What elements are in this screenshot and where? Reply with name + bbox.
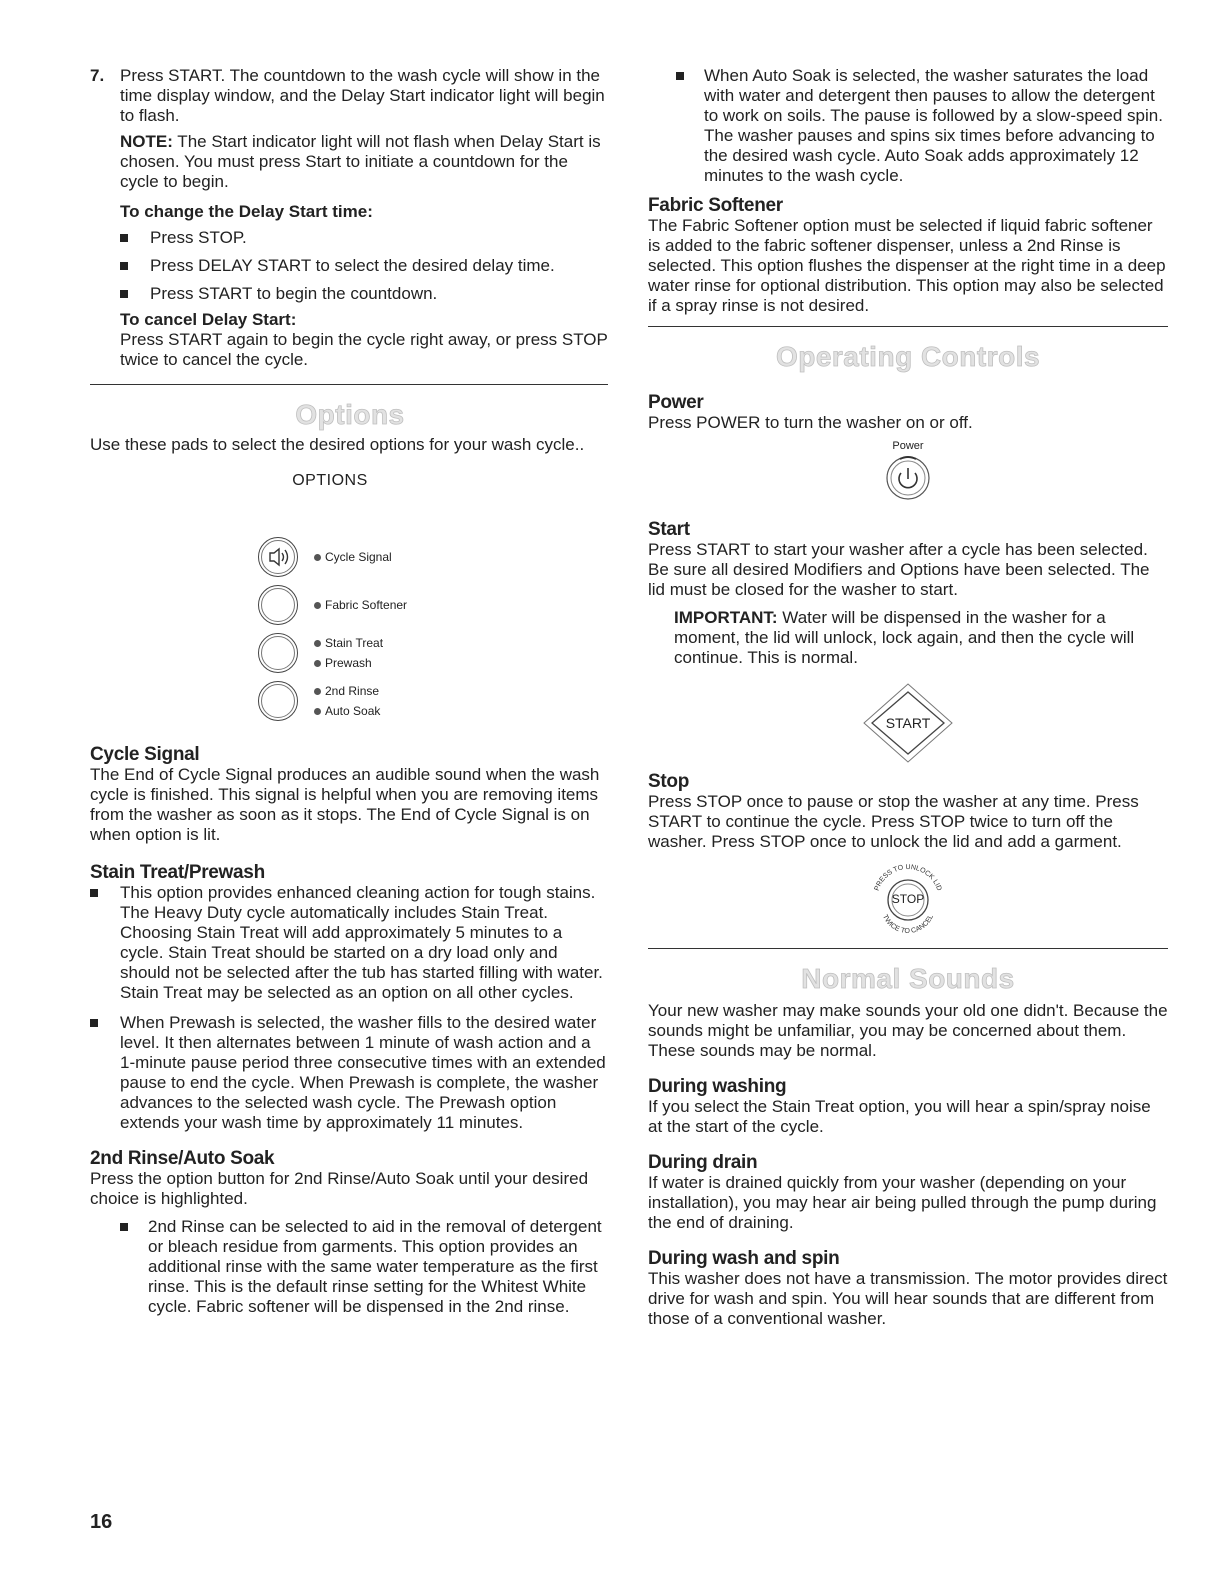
list-item: This option provides enhanced cleaning action for tough stains. The Heavy Duty cycle automatically includes Stain Treat. Choosing Stain Treat will add approximately 5 minutes to a cycle. Stain Treat should be started on a dry load only and should not be selected after the tub has started filling with water. Stain Treat may be selected as an option on all other cycles. — [90, 883, 610, 1003]
change-delay-list — [90, 228, 610, 304]
stain-treat-label: Stain Treat — [325, 636, 384, 650]
divider — [90, 384, 608, 385]
auto-soak-indicator — [314, 701, 380, 721]
options-panel — [90, 535, 610, 723]
stain-treat-heading: Stain Treat/Prewash — [90, 862, 265, 883]
second-rinse-text: Press the option button for 2nd Rinse/Auto Soak until your desired choice is highlighted. — [90, 1169, 589, 1208]
stop-button[interactable] — [863, 858, 953, 942]
cancel-delay-heading: To cancel Delay Start: — [120, 310, 297, 329]
auto-soak-list — [646, 66, 1168, 186]
indicator-light — [314, 602, 321, 609]
during-wash-spin-heading: During wash and spin — [648, 1248, 840, 1269]
during-drain-text: If water is drained quickly from your washer (depending on your installation), you may hear air being pulled through the pump during the end of draining. — [648, 1173, 1157, 1232]
power-text: Press POWER to turn the washer on or off. — [648, 413, 973, 432]
power-icon[interactable] — [880, 453, 936, 503]
list-item: When Prewash is selected, the washer fills to the desired water level. It then alternates between 1 minute of wash action and a 1-minute pause period three consecutive times with an extended pause to end the cycle. When Prewash is complete, the washer advances to the selected wash cycle. The Prewash option extends your wash time by approximately 11 minutes. — [90, 1013, 610, 1133]
stain-treat-prewash-button[interactable] — [258, 633, 298, 673]
cancel-delay-section — [90, 310, 610, 370]
note — [120, 132, 610, 192]
speaker-icon — [258, 537, 298, 577]
power-button-label: Power — [892, 440, 924, 452]
important-note — [648, 608, 1168, 668]
prewash-label: Prewash — [325, 656, 372, 670]
left-column — [90, 66, 610, 1317]
cycle-signal-text: The End of Cycle Signal produces an audible sound when the wash cycle is finished. This signal is helpful when you are removing items from the washer as soon as it stops. The End of Cycle Signal is on when option is lit. — [90, 765, 600, 844]
indicator-light — [314, 660, 321, 667]
divider — [648, 948, 1168, 949]
fabric-softener-label: Fabric Softener — [325, 598, 408, 612]
cycle-signal-heading: Cycle Signal — [90, 744, 200, 765]
power-heading: Power — [648, 392, 704, 413]
stop-text: Press STOP once to pause or stop the washer at any time. Press START to continue the cycle. Press STOP twice to turn off the washer. Press STOP once to unlock the lid and add a garment. — [648, 792, 1139, 851]
auto-soak-label: Auto Soak — [325, 704, 381, 718]
second-rinse-auto-soak-button[interactable] — [258, 681, 298, 721]
fabric-softener-button[interactable] — [258, 585, 298, 625]
options-caption: OPTIONS — [292, 472, 368, 489]
during-wash-spin-text: This washer does not have a transmission. The motor provides direct drive for wash and spin. You will hear sounds that are different from those of a conventional washer. — [648, 1269, 1168, 1328]
second-rinse-row — [258, 679, 610, 723]
start-control[interactable] — [648, 680, 1168, 766]
cycle-signal-row — [258, 535, 610, 579]
indicator-light — [314, 688, 321, 695]
stop-control[interactable] — [648, 858, 1168, 942]
stain-treat-indicator — [314, 633, 383, 653]
during-drain-heading: During drain — [648, 1152, 758, 1173]
normal-sounds-title: Normal Sounds — [801, 963, 1015, 994]
fabric-softener-indicator — [314, 595, 407, 615]
second-rinse-label: 2nd Rinse — [325, 684, 380, 698]
operating-controls-title: Operating Controls — [775, 341, 1041, 372]
stain-treat-list — [90, 883, 610, 1133]
during-washing-heading: During washing — [648, 1076, 787, 1097]
list-item: Press START to begin the countdown. — [90, 284, 610, 304]
prewash-indicator — [314, 653, 383, 673]
cycle-signal-button[interactable] — [258, 537, 298, 577]
stain-treat-row — [258, 631, 610, 675]
fabric-softener-heading: Fabric Softener — [648, 195, 783, 216]
right-column — [648, 66, 1168, 1329]
normal-sounds-intro: Your new washer may make sounds your old one didn't. Because the sounds might be unfamiliar, you may be concerned about them. These sounds may be normal. — [648, 1001, 1168, 1060]
fabric-softener-text: The Fabric Softener option must be selected if liquid fabric softener is added to the fabric softener dispenser, unless a 2nd Rinse is selected. This option flushes the dispenser at the right time in a deep water rinse for optional distribution. This option may also be selected if a spray rinse is not desired. — [648, 216, 1166, 315]
stop-arc-bottom-text: TWICE TO CANCEL — [880, 913, 936, 936]
second-rinse-indicator — [314, 681, 380, 701]
indicator-light — [314, 554, 321, 561]
during-washing-text: If you select the Stain Treat option, you will hear a spin/spray noise at the start of the cycle. — [648, 1097, 1151, 1136]
start-heading: Start — [648, 519, 690, 540]
cancel-delay-text: Press START again to begin the cycle right away, or press STOP twice to cancel the cycle. — [120, 330, 608, 369]
second-rinse-heading: 2nd Rinse/Auto Soak — [90, 1148, 275, 1169]
step-7 — [90, 66, 610, 192]
important-text: Water will be dispensed in the washer for a moment, the lid will unlock, lock again, and then the cycle will continue. This is normal. — [674, 608, 1135, 667]
start-text: Press START to start your washer after a cycle has been selected. Be sure all desired Modifiers and Options have been selected. The lid must be closed for the washer to start. — [648, 540, 1150, 599]
stop-button-label: STOP — [891, 892, 925, 906]
important-label: IMPORTANT: — [674, 608, 778, 627]
change-delay-heading: To change the Delay Start time: — [120, 202, 373, 221]
stop-arc-top-text: PRESS TO UNLOCK LID — [873, 863, 943, 892]
change-delay-section — [90, 202, 610, 222]
fabric-softener-row — [258, 583, 610, 627]
page-number: 16 — [90, 1511, 113, 1533]
list-item: When Auto Soak is selected, the washer saturates the load with water and detergent then pauses to allow the detergent to work on soils. The pause is followed by a slow-speed spin. The washer pauses and spins six times before advancing to the desired wash cycle. Auto Soak adds approximately 12 minutes to the wash cycle. — [646, 66, 1168, 186]
power-control — [648, 439, 1168, 508]
indicator-light — [314, 708, 321, 715]
stop-heading: Stop — [648, 771, 690, 792]
start-button[interactable] — [858, 680, 958, 766]
cycle-signal-indicator — [314, 547, 392, 567]
divider — [648, 326, 1168, 327]
list-item: Press DELAY START to select the desired delay time. — [90, 256, 610, 276]
second-rinse-list — [90, 1217, 610, 1317]
step-7-text: Press START. The countdown to the wash cycle will show in the time display window, and the Delay Start indicator light will begin to flash. — [120, 66, 605, 125]
indicator-light — [314, 640, 321, 647]
start-button-label: START — [885, 715, 931, 731]
list-item: 2nd Rinse can be selected to aid in the removal of detergent or bleach residue from garments. This option provides an additional rinse with the same water temperature as the first rinse. This is the default rinse setting for the Whitest White cycle. Fabric softener will be dispensed in the 2nd rinse. — [90, 1217, 610, 1317]
options-intro: Use these pads to select the desired options for your wash cycle.. — [90, 435, 585, 454]
step-number: 7. — [90, 66, 105, 85]
list-item: Press STOP. — [90, 228, 610, 248]
note-text: The Start indicator light will not flash when Delay Start is chosen. You must press Start to initiate a countdown for the cycle to begin. — [120, 132, 601, 191]
note-label: NOTE: — [120, 132, 173, 151]
cycle-signal-label: Cycle Signal — [325, 550, 392, 564]
options-title: Options — [295, 399, 405, 430]
